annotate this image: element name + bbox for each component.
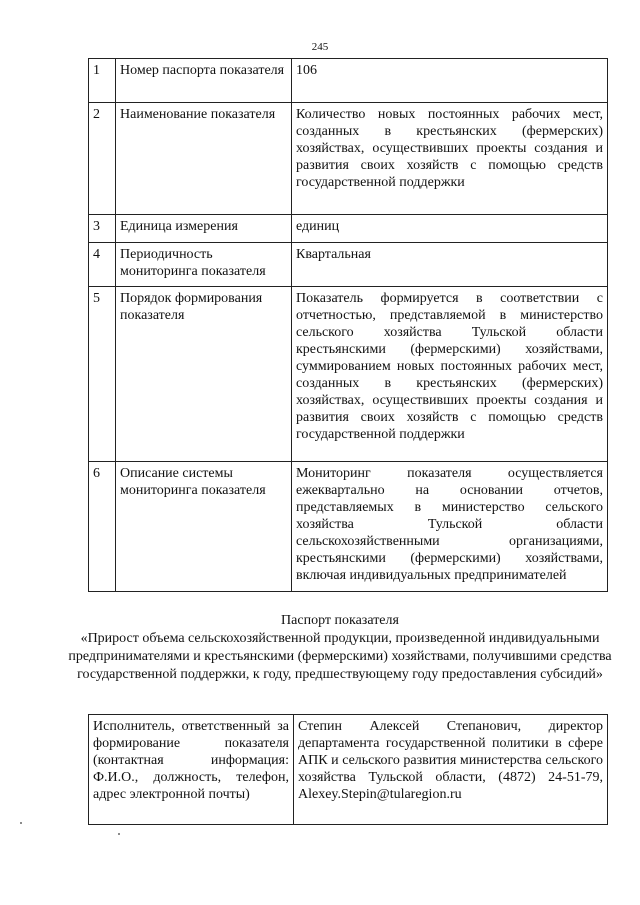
row-label: Наименование показателя	[116, 103, 292, 215]
table-row	[89, 287, 608, 462]
executor-label: Исполнитель, ответственный за формирование показателя (контактная информация: Ф.И.О., должность, телефон, адрес электронной почты)	[89, 715, 294, 825]
row-number: 1	[89, 59, 116, 103]
row-number: 3	[89, 215, 116, 243]
row-label: Периодичность мониторинга показателя	[116, 243, 292, 287]
table-row	[89, 243, 608, 287]
row-value: единиц	[292, 215, 608, 243]
row-label: Порядок формирования показателя	[116, 287, 292, 462]
row-number: 6	[89, 462, 116, 592]
passport-indicator-title: «Прирост объема сельскохозяйственной продукции, произведенной индивидуальными предпринимателями и крестьянскими (фермерскими) хозяйствами, получившими средства государственной поддержки, к году, предшествующему году предоставления субсидий»	[68, 631, 612, 682]
table-row	[89, 715, 608, 825]
table-row	[89, 215, 608, 243]
passport-title-block	[60, 612, 620, 684]
scan-speck	[20, 822, 22, 824]
executor-value: Степин Алексей Степанович, директор департамента государственной политики в сфере АПК и сельского развития министерства сельского хозяйства Тульской области, (4872) 24-51-79, Alexey.Stepin@tularegion.ru	[294, 715, 608, 825]
indicator-passport-table	[88, 58, 608, 592]
row-number: 5	[89, 287, 116, 462]
row-label: Описание системы мониторинга показателя	[116, 462, 292, 592]
row-number: 2	[89, 103, 116, 215]
row-label: Единица измерения	[116, 215, 292, 243]
row-label: Номер паспорта показателя	[116, 59, 292, 103]
scan-speck	[118, 833, 120, 835]
row-value: Показатель формируется в соответствии с отчетностью, представляемой в министерство сельского хозяйства Тульской области крестьянскими (фермерскими) хозяйствами, суммированием новых постоянных рабочих мест, созданных в крестьянских (фермерских) хозяйствах, осуществивших проекты создания и развития своих хозяйств с помощью средств государственной поддержки	[292, 287, 608, 462]
passport-heading: Паспорт показателя	[281, 613, 399, 628]
table-row	[89, 103, 608, 215]
row-value: Мониторинг показателя осуществляется ежеквартально на основании отчетов, представляемых в министерство сельского хозяйства Тульской области сельскохозяйственными организациями, крестьянскими (фермерскими) хозяйствами, включая индивидуальных предпринимателей	[292, 462, 608, 592]
executor-table	[88, 714, 608, 825]
row-value: 106	[292, 59, 608, 103]
row-number: 4	[89, 243, 116, 287]
table-row	[89, 462, 608, 592]
row-value: Количество новых постоянных рабочих мест, созданных в крестьянских (фермерских) хозяйствах, осуществивших проекты создания и развития своих хозяйств с помощью средств государственной поддержки	[292, 103, 608, 215]
row-value: Квартальная	[292, 243, 608, 287]
page-number: 245	[311, 41, 329, 53]
table-row	[89, 59, 608, 103]
